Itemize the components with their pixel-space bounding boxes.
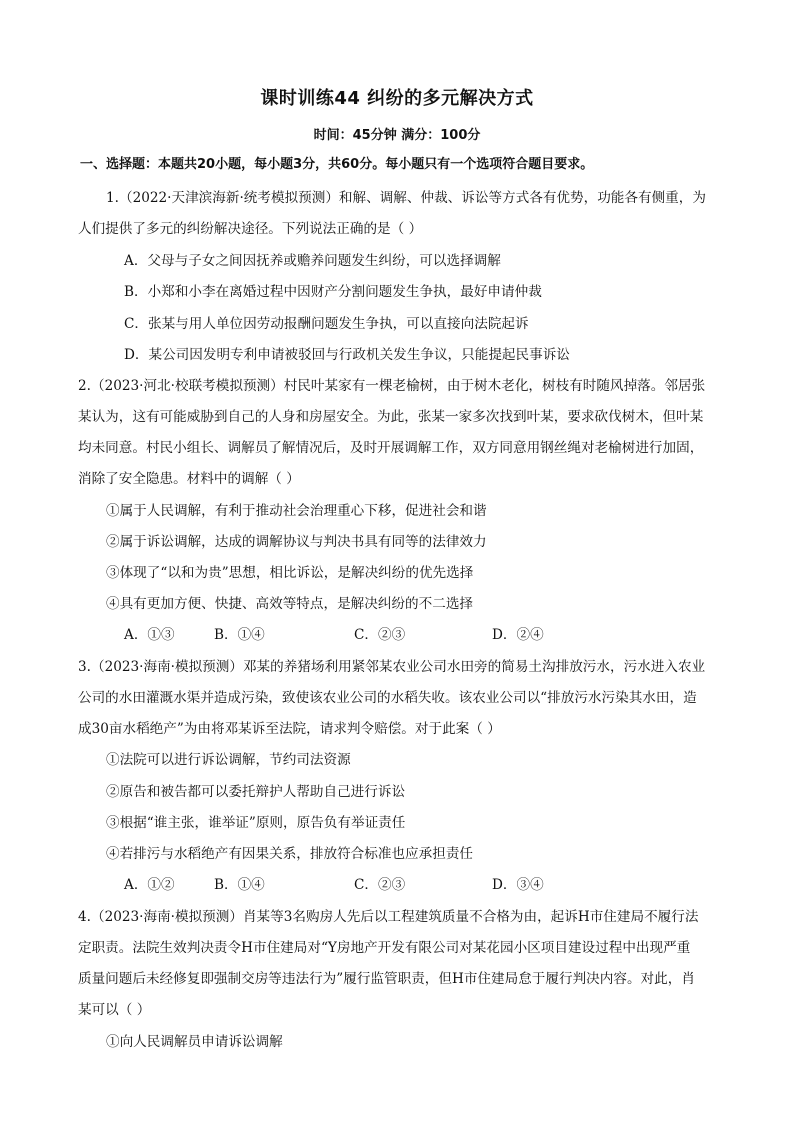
question-1-stem-line-1: 1.（2022·天津滨海新·统考模拟预测）和解、调解、仲裁、诉讼等方式各有优势，功能各有侧重，为 [106, 190, 706, 206]
question-3-stem-line-2: 公司的水田灌溉水渠并造成污染，致使该农业公司的水稻失收。该农业公司以“排放污水污染其水田，造 [78, 690, 697, 706]
question-3-statement-1: ①法院可以进行诉讼调解，节约司法资源 [106, 752, 351, 768]
question-1-stem-line-2: 人们提供了多元的纠纷解决途径。下列说法正确的是（ ） [78, 221, 423, 237]
question-4-stem-line-4: 某可以（ ） [78, 1002, 151, 1018]
question-3-choice-a: A．①② [124, 877, 175, 893]
question-4-stem-line-1: 4.（2023·海南·模拟预测）肖某等3名购房人先后以工程建筑质量不合格为由，起诉H市住建局不履行法 [78, 909, 699, 925]
question-2-stem-line-3: 均未同意。村民小组长、调解员了解情况后，及时开展调解工作，双方同意用钢丝绳对老榆树进行加固， [78, 440, 704, 456]
question-3-stem-line-3: 成30亩水稻绝产”为由将邓某诉至法院，请求判令赔偿。对于此案（ ） [78, 721, 501, 737]
question-1-option-a: A．父母与子女之间因抚养或赡养问题发生纠纷，可以选择调解 [124, 253, 501, 269]
section-heading: 一、选择题：本题共20小题，每小题3分，共60分。每小题只有一个选项符合题目要求。 [80, 157, 594, 172]
question-2-choice-b: B．①④ [214, 627, 265, 643]
question-2-choice-a: A．①③ [124, 627, 175, 643]
question-3-choice-b: B．①④ [214, 877, 265, 893]
question-2-stem-line-1: 2.（2023·河北·校联考模拟预测）村民叶某家有一棵老榆树，由于树木老化，树枝有时随风掉落。邻居张 [78, 378, 706, 394]
page-title: 课时训练44 纠纷的多元解决方式 [260, 88, 534, 109]
question-1-option-d: D．某公司因发明专利申请被驳回与行政机关发生争议，只能提起民事诉讼 [124, 347, 570, 363]
question-3-choice-d: D．③④ [492, 877, 544, 893]
question-3-choice-c: C．②③ [354, 877, 406, 893]
question-2-statement-1: ①属于人民调解，有利于推动社会治理重心下移，促进社会和谐 [106, 503, 487, 519]
question-2-statement-2: ②属于诉讼调解，达成的调解协议与判决书具有同等的法律效力 [106, 534, 487, 550]
question-2-stem-line-4: 消除了安全隐患。材料中的调解（ ） [78, 471, 300, 487]
question-2-choice-c: C．②③ [354, 627, 406, 643]
question-3-statement-3: ③根据“谁主张，谁举证”原则，原告负有举证责任 [106, 815, 406, 831]
question-2-choice-d: D．②④ [492, 627, 544, 643]
question-2-statement-4: ④具有更加方便、快捷、高效等特点，是解决纠纷的不二选择 [106, 596, 474, 612]
question-1-option-c: C．张某与用人单位因劳动报酬问题发生争执，可以直接向法院起诉 [124, 316, 529, 332]
exam-info: 时间：45分钟 满分：100分 [313, 128, 481, 143]
question-2-statement-3: ③体现了“以和为贵”思想，相比诉讼，是解决纠纷的优先选择 [106, 565, 474, 581]
question-3-stem-line-1: 3.（2023·海南·模拟预测）邓某的养猪场利用紧邻某农业公司水田旁的简易土沟排放污水，污水进入农业 [78, 659, 706, 675]
question-4-statement-1: ①向人民调解员申请诉讼调解 [106, 1034, 283, 1050]
question-1-option-b: B．小郑和小李在离婚过程中因财产分割问题发生争执，最好申请仲裁 [124, 284, 542, 300]
question-3-statement-2: ②原告和被告都可以委托辩护人帮助自己进行诉讼 [106, 784, 406, 800]
question-4-stem-line-2: 定职责。法院生效判决责令H市住建局对“Y房地产开发有限公司对某花园小区项目建设过程中出现严重 [78, 940, 691, 956]
question-4-stem-line-3: 质量问题后未经修复即强制交房等违法行为”履行监管职责，但H市住建局怠于履行判决内容。对此，肖 [78, 971, 695, 987]
question-3-statement-4: ④若排污与水稻绝产有因果关系，排放符合标准也应承担责任 [106, 846, 474, 862]
question-2-stem-line-2: 某认为，这有可能威胁到自己的人身和房屋安全。为此，张某一家多次找到叶某，要求砍伐树木，但叶某 [78, 409, 704, 425]
